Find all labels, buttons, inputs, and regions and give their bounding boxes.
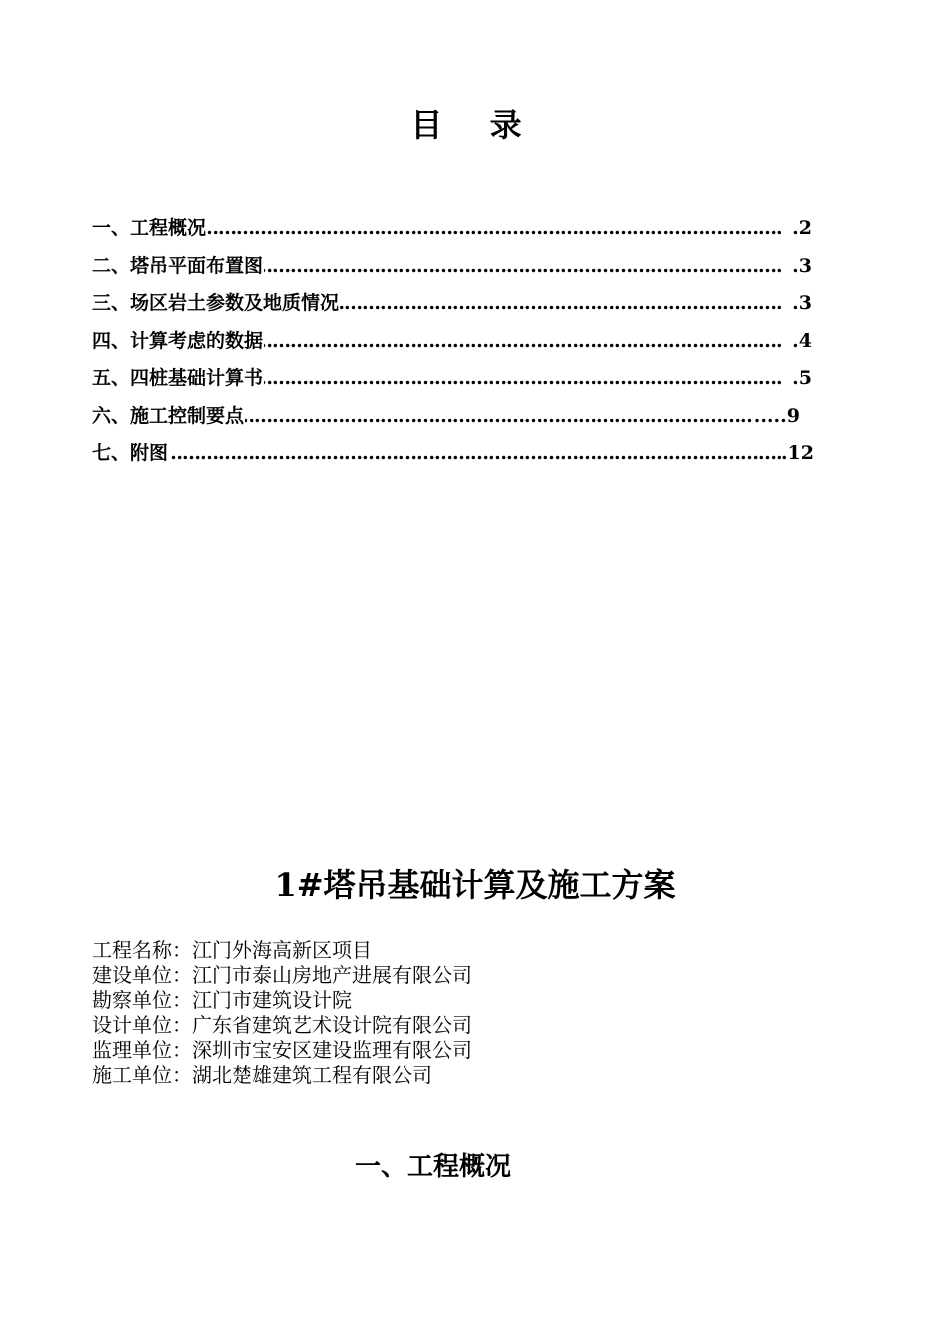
toc-item[interactable] [92, 250, 812, 288]
toc-item-page: .2 [792, 212, 812, 244]
toc-item[interactable] [92, 287, 812, 325]
toc-item-label: 一、工程概况 [92, 212, 207, 244]
toc-item-label: 三、场区岩土参数及地质情况 [92, 287, 340, 319]
document-title: 1#塔吊基础计算及施工方案 [274, 866, 676, 904]
info-design-unit: 设计单位：广东省建筑艺术设计院有限公司 [92, 1013, 472, 1037]
toc-item-label: 二、塔吊平面布置图 [92, 250, 264, 282]
info-construction-unit: 施工单位：湖北楚雄建筑工程有限公司 [92, 1063, 432, 1087]
info-project-name: 工程名称：江门外海高新区项目 [92, 938, 372, 962]
section-title: 一、工程概况 [354, 1152, 511, 1182]
toc-item-label: 六、施工控制要点 [92, 400, 245, 432]
toc-item[interactable] [92, 400, 812, 438]
toc-leader-dots [92, 437, 782, 469]
info-supervision-unit: 监理单位：深圳市宝安区建设监理有限公司 [92, 1038, 472, 1062]
info-survey-unit: 勘察单位：江门市建筑设计院 [92, 988, 352, 1012]
toc-item[interactable] [92, 362, 812, 400]
toc-item[interactable] [92, 437, 812, 475]
toc-item[interactable] [92, 325, 812, 363]
toc-title: 目 录 [410, 106, 540, 144]
toc-item[interactable] [92, 212, 812, 250]
info-developer: 建设单位：江门市泰山房地产进展有限公司 [92, 963, 472, 987]
toc-item-label: 五、四桩基础计算书 [92, 362, 264, 394]
toc-item-page: .3 [792, 287, 812, 319]
toc-item-label: 七、附图 [92, 437, 169, 469]
toc-item-page: .3 [792, 250, 812, 282]
toc-item-label: 四、计算考虑的数据 [92, 325, 264, 357]
table-of-contents [92, 212, 812, 475]
toc-item-page: .5 [792, 362, 812, 394]
toc-item-page: .4 [792, 325, 812, 357]
toc-item-page: .....9 [754, 400, 800, 432]
project-info [92, 938, 472, 1088]
toc-item-page: .12 [781, 437, 814, 469]
